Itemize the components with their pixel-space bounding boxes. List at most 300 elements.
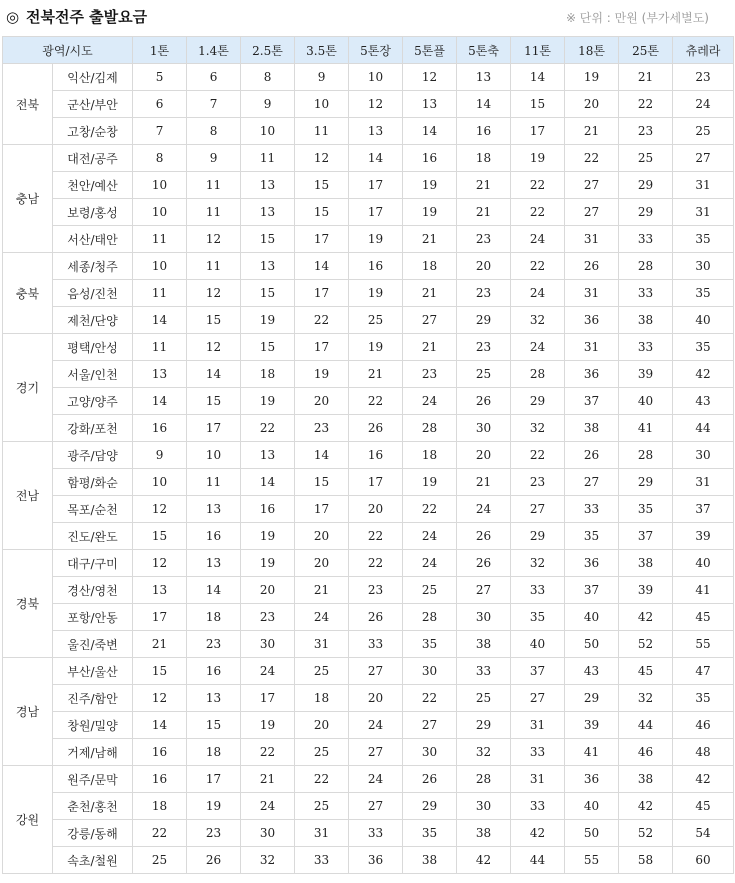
city-cell: 고양/양주 xyxy=(53,388,133,415)
table-row xyxy=(3,253,734,280)
fare-cell: 27 xyxy=(403,307,457,334)
fare-cell: 12 xyxy=(133,550,187,577)
fare-cell: 23 xyxy=(619,118,673,145)
fare-cell: 20 xyxy=(295,388,349,415)
fare-cell: 36 xyxy=(565,766,619,793)
fare-cell: 21 xyxy=(295,577,349,604)
fare-cell: 40 xyxy=(565,604,619,631)
fare-cell: 14 xyxy=(133,388,187,415)
fare-cell: 28 xyxy=(457,766,511,793)
city-cell: 함평/화순 xyxy=(53,469,133,496)
fare-cell: 8 xyxy=(187,118,241,145)
fare-cell: 32 xyxy=(511,307,565,334)
fare-cell: 11 xyxy=(241,145,295,172)
page-title-text: 전북전주 출발요금 xyxy=(26,8,148,26)
fare-cell: 27 xyxy=(673,145,734,172)
fare-cell: 21 xyxy=(619,64,673,91)
fare-cell: 22 xyxy=(295,766,349,793)
fare-cell: 24 xyxy=(241,658,295,685)
fare-cell: 14 xyxy=(457,91,511,118)
fare-cell: 28 xyxy=(511,361,565,388)
table-row xyxy=(3,334,734,361)
fare-cell: 8 xyxy=(133,145,187,172)
fare-cell: 22 xyxy=(403,685,457,712)
table-row xyxy=(3,577,734,604)
fare-cell: 37 xyxy=(619,523,673,550)
city-cell: 천안/예산 xyxy=(53,172,133,199)
fare-cell: 46 xyxy=(619,739,673,766)
fare-cell: 36 xyxy=(349,847,403,874)
fare-cell: 39 xyxy=(619,361,673,388)
fare-cell: 15 xyxy=(295,172,349,199)
fare-cell: 23 xyxy=(511,469,565,496)
fare-cell: 30 xyxy=(457,415,511,442)
city-cell: 창원/밀양 xyxy=(53,712,133,739)
fare-cell: 24 xyxy=(349,766,403,793)
fare-cell: 30 xyxy=(403,658,457,685)
fare-cell: 27 xyxy=(457,577,511,604)
column-header-region: 광역/시도 xyxy=(3,37,133,64)
table-row xyxy=(3,523,734,550)
fare-cell: 38 xyxy=(619,307,673,334)
fare-cell: 19 xyxy=(241,712,295,739)
city-cell: 거제/남해 xyxy=(53,739,133,766)
fare-cell: 16 xyxy=(349,253,403,280)
fare-cell: 31 xyxy=(511,712,565,739)
fare-cell: 17 xyxy=(295,226,349,253)
column-header: 3.5톤 xyxy=(295,37,349,64)
fare-cell: 19 xyxy=(403,172,457,199)
fare-cell: 14 xyxy=(295,253,349,280)
fare-cell: 31 xyxy=(565,280,619,307)
column-header: 5톤축 xyxy=(457,37,511,64)
fare-cell: 10 xyxy=(349,64,403,91)
city-cell: 세종/청주 xyxy=(53,253,133,280)
fare-cell: 26 xyxy=(457,523,511,550)
fare-cell: 31 xyxy=(565,334,619,361)
fare-cell: 21 xyxy=(457,469,511,496)
fare-cell: 29 xyxy=(403,793,457,820)
fare-cell: 15 xyxy=(187,712,241,739)
fare-cell: 20 xyxy=(295,523,349,550)
fare-cell: 16 xyxy=(133,739,187,766)
fare-cell: 11 xyxy=(133,226,187,253)
fare-cell: 21 xyxy=(349,361,403,388)
city-cell: 부산/울산 xyxy=(53,658,133,685)
table-row xyxy=(3,199,734,226)
fare-cell: 24 xyxy=(403,388,457,415)
table-row xyxy=(3,766,734,793)
column-header: 25톤 xyxy=(619,37,673,64)
fare-cell: 21 xyxy=(457,199,511,226)
fare-cell: 9 xyxy=(187,145,241,172)
city-cell: 울진/죽변 xyxy=(53,631,133,658)
fare-cell: 22 xyxy=(133,820,187,847)
fare-cell: 47 xyxy=(673,658,734,685)
city-cell: 고창/순창 xyxy=(53,118,133,145)
fare-cell: 31 xyxy=(673,172,734,199)
fare-cell: 42 xyxy=(619,793,673,820)
fare-cell: 30 xyxy=(673,253,734,280)
region-cell: 전북 xyxy=(3,64,53,145)
page-title xyxy=(6,6,147,27)
city-cell: 원주/문막 xyxy=(53,766,133,793)
fare-cell: 22 xyxy=(511,253,565,280)
fare-cell: 33 xyxy=(295,847,349,874)
region-cell: 충남 xyxy=(3,145,53,253)
fare-cell: 6 xyxy=(187,64,241,91)
fare-cell: 14 xyxy=(133,307,187,334)
fare-cell: 23 xyxy=(187,631,241,658)
fare-cell: 16 xyxy=(241,496,295,523)
fare-cell: 29 xyxy=(511,523,565,550)
city-cell: 진도/완도 xyxy=(53,523,133,550)
fare-cell: 35 xyxy=(673,226,734,253)
fare-cell: 40 xyxy=(565,793,619,820)
fare-cell: 58 xyxy=(619,847,673,874)
fare-cell: 18 xyxy=(187,739,241,766)
fare-cell: 15 xyxy=(295,199,349,226)
fare-cell: 23 xyxy=(673,64,734,91)
fare-cell: 19 xyxy=(511,145,565,172)
fare-cell: 27 xyxy=(565,172,619,199)
fare-cell: 10 xyxy=(295,91,349,118)
fare-cell: 15 xyxy=(133,523,187,550)
fare-cell: 27 xyxy=(349,658,403,685)
fare-cell: 31 xyxy=(565,226,619,253)
fare-cell: 25 xyxy=(349,307,403,334)
city-cell: 강릉/동해 xyxy=(53,820,133,847)
table-row xyxy=(3,820,734,847)
fare-cell: 31 xyxy=(295,631,349,658)
table-row xyxy=(3,64,734,91)
fare-cell: 9 xyxy=(133,442,187,469)
table-row xyxy=(3,361,734,388)
fare-cell: 35 xyxy=(565,523,619,550)
fare-cell: 29 xyxy=(457,712,511,739)
fare-cell: 24 xyxy=(349,712,403,739)
fare-cell: 12 xyxy=(133,496,187,523)
fare-cell: 32 xyxy=(619,685,673,712)
fare-cell: 54 xyxy=(673,820,734,847)
city-cell: 춘천/홍천 xyxy=(53,793,133,820)
fare-cell: 10 xyxy=(133,199,187,226)
fare-cell: 14 xyxy=(295,442,349,469)
fare-cell: 20 xyxy=(295,712,349,739)
fare-cell: 46 xyxy=(673,712,734,739)
table-row xyxy=(3,442,734,469)
fare-cell: 12 xyxy=(295,145,349,172)
fare-cell: 26 xyxy=(565,442,619,469)
fare-cell: 31 xyxy=(295,820,349,847)
fare-cell: 12 xyxy=(187,280,241,307)
fare-cell: 55 xyxy=(673,631,734,658)
fare-cell: 11 xyxy=(133,334,187,361)
fare-cell: 15 xyxy=(241,280,295,307)
fare-cell: 32 xyxy=(511,415,565,442)
fare-cell: 18 xyxy=(133,793,187,820)
column-header: 1.4톤 xyxy=(187,37,241,64)
fare-cell: 36 xyxy=(565,307,619,334)
fare-cell: 17 xyxy=(349,469,403,496)
fare-cell: 11 xyxy=(187,172,241,199)
fare-cell: 25 xyxy=(619,145,673,172)
table-row xyxy=(3,847,734,874)
fare-cell: 14 xyxy=(349,145,403,172)
fare-cell: 8 xyxy=(241,64,295,91)
fare-cell: 37 xyxy=(673,496,734,523)
fare-cell: 27 xyxy=(349,739,403,766)
table-row xyxy=(3,685,734,712)
fare-cell: 18 xyxy=(187,604,241,631)
fare-cell: 5 xyxy=(133,64,187,91)
fare-cell: 7 xyxy=(133,118,187,145)
fare-cell: 33 xyxy=(619,280,673,307)
fare-cell: 22 xyxy=(349,523,403,550)
fare-cell: 23 xyxy=(241,604,295,631)
fare-cell: 25 xyxy=(457,685,511,712)
fare-cell: 24 xyxy=(511,226,565,253)
fare-cell: 13 xyxy=(187,685,241,712)
region-cell: 전남 xyxy=(3,442,53,550)
fare-cell: 41 xyxy=(565,739,619,766)
table-row xyxy=(3,712,734,739)
fare-cell: 35 xyxy=(403,820,457,847)
fare-cell: 35 xyxy=(403,631,457,658)
fare-cell: 33 xyxy=(511,739,565,766)
city-cell: 대전/공주 xyxy=(53,145,133,172)
fare-cell: 19 xyxy=(565,64,619,91)
fare-cell: 17 xyxy=(349,172,403,199)
fare-cell: 37 xyxy=(565,388,619,415)
fare-cell: 35 xyxy=(619,496,673,523)
column-header: 5톤플 xyxy=(403,37,457,64)
table-row xyxy=(3,415,734,442)
fare-cell: 14 xyxy=(133,712,187,739)
fare-cell: 20 xyxy=(565,91,619,118)
fare-cell: 15 xyxy=(295,469,349,496)
fare-cell: 17 xyxy=(295,496,349,523)
fare-cell: 14 xyxy=(511,64,565,91)
column-header: 1톤 xyxy=(133,37,187,64)
fare-cell: 33 xyxy=(457,658,511,685)
table-row xyxy=(3,226,734,253)
fare-cell: 26 xyxy=(349,415,403,442)
fare-cell: 24 xyxy=(673,91,734,118)
fare-cell: 39 xyxy=(565,712,619,739)
fare-cell: 27 xyxy=(511,496,565,523)
fare-cell: 38 xyxy=(403,847,457,874)
fare-cell: 60 xyxy=(673,847,734,874)
fare-cell: 38 xyxy=(565,415,619,442)
fare-cell: 32 xyxy=(457,739,511,766)
fare-cell: 43 xyxy=(565,658,619,685)
fare-cell: 33 xyxy=(349,820,403,847)
city-cell: 평택/안성 xyxy=(53,334,133,361)
fare-cell: 43 xyxy=(673,388,734,415)
fare-cell: 15 xyxy=(133,658,187,685)
table-row xyxy=(3,604,734,631)
fare-cell: 13 xyxy=(241,172,295,199)
fare-cell: 26 xyxy=(349,604,403,631)
table-row xyxy=(3,118,734,145)
fare-cell: 13 xyxy=(403,91,457,118)
fare-cell: 30 xyxy=(241,631,295,658)
column-header: 5톤장 xyxy=(349,37,403,64)
fare-cell: 18 xyxy=(457,145,511,172)
fare-cell: 35 xyxy=(511,604,565,631)
fare-cell: 19 xyxy=(403,469,457,496)
table-header-row xyxy=(3,37,734,64)
fare-cell: 33 xyxy=(511,577,565,604)
fare-cell: 11 xyxy=(133,280,187,307)
fare-cell: 9 xyxy=(295,64,349,91)
fare-cell: 45 xyxy=(673,604,734,631)
fare-cell: 23 xyxy=(187,820,241,847)
table-row xyxy=(3,469,734,496)
fare-cell: 20 xyxy=(241,577,295,604)
fare-cell: 22 xyxy=(349,550,403,577)
fare-cell: 25 xyxy=(457,361,511,388)
fare-cell: 22 xyxy=(349,388,403,415)
fare-cell: 13 xyxy=(457,64,511,91)
fare-cell: 22 xyxy=(511,172,565,199)
fare-cell: 15 xyxy=(187,307,241,334)
table-row xyxy=(3,550,734,577)
fare-cell: 10 xyxy=(133,253,187,280)
fare-cell: 22 xyxy=(565,145,619,172)
city-cell: 속초/철원 xyxy=(53,847,133,874)
table-row xyxy=(3,658,734,685)
fare-cell: 25 xyxy=(403,577,457,604)
fare-cell: 16 xyxy=(457,118,511,145)
fare-cell: 28 xyxy=(619,442,673,469)
fare-cell: 12 xyxy=(403,64,457,91)
fare-cell: 11 xyxy=(187,253,241,280)
fare-cell: 29 xyxy=(619,199,673,226)
table-row xyxy=(3,793,734,820)
fare-cell: 21 xyxy=(457,172,511,199)
fare-cell: 42 xyxy=(673,361,734,388)
fare-cell: 38 xyxy=(619,766,673,793)
fare-cell: 41 xyxy=(619,415,673,442)
page-header xyxy=(0,0,735,34)
fare-cell: 27 xyxy=(349,793,403,820)
fare-cell: 21 xyxy=(565,118,619,145)
fare-cell: 37 xyxy=(565,577,619,604)
fare-cell: 14 xyxy=(187,577,241,604)
fare-cell: 35 xyxy=(673,334,734,361)
fare-cell: 18 xyxy=(403,442,457,469)
unit-note: ※ 단위 : 만원 (부가세별도) xyxy=(565,11,709,25)
fare-cell: 28 xyxy=(619,253,673,280)
fare-cell: 12 xyxy=(133,685,187,712)
fare-cell: 42 xyxy=(457,847,511,874)
fare-cell: 17 xyxy=(241,685,295,712)
city-cell: 서산/태안 xyxy=(53,226,133,253)
fare-cell: 29 xyxy=(619,469,673,496)
fare-cell: 30 xyxy=(241,820,295,847)
fare-cell: 40 xyxy=(673,550,734,577)
fare-cell: 12 xyxy=(187,226,241,253)
fare-cell: 14 xyxy=(241,469,295,496)
fare-cell: 13 xyxy=(241,253,295,280)
fare-cell: 40 xyxy=(673,307,734,334)
fare-cell: 33 xyxy=(619,226,673,253)
fare-cell: 21 xyxy=(403,334,457,361)
fare-cell: 52 xyxy=(619,820,673,847)
fare-cell: 19 xyxy=(349,280,403,307)
fare-cell: 19 xyxy=(241,523,295,550)
fare-cell: 15 xyxy=(241,226,295,253)
fare-cell: 26 xyxy=(403,766,457,793)
region-cell: 강원 xyxy=(3,766,53,874)
table-row xyxy=(3,91,734,118)
fare-cell: 27 xyxy=(565,199,619,226)
fare-cell: 13 xyxy=(349,118,403,145)
fare-cell: 30 xyxy=(457,604,511,631)
fare-cell: 26 xyxy=(457,550,511,577)
city-cell: 음성/진천 xyxy=(53,280,133,307)
fare-cell: 18 xyxy=(403,253,457,280)
fare-cell: 22 xyxy=(619,91,673,118)
fare-cell: 42 xyxy=(673,766,734,793)
fare-cell: 13 xyxy=(241,442,295,469)
fare-cell: 24 xyxy=(295,604,349,631)
fare-cell: 19 xyxy=(349,226,403,253)
fare-cell: 26 xyxy=(565,253,619,280)
fare-cell: 25 xyxy=(295,658,349,685)
fare-cell: 13 xyxy=(241,199,295,226)
city-cell: 보령/홍성 xyxy=(53,199,133,226)
fare-cell: 48 xyxy=(673,739,734,766)
fare-cell: 22 xyxy=(241,415,295,442)
fare-cell: 25 xyxy=(133,847,187,874)
fare-cell: 31 xyxy=(673,199,734,226)
fare-cell: 50 xyxy=(565,820,619,847)
fare-cell: 32 xyxy=(511,550,565,577)
fare-cell: 10 xyxy=(241,118,295,145)
fare-cell: 25 xyxy=(673,118,734,145)
city-cell: 진주/함안 xyxy=(53,685,133,712)
fare-cell: 21 xyxy=(241,766,295,793)
fare-cell: 23 xyxy=(295,415,349,442)
fare-cell: 16 xyxy=(187,658,241,685)
fare-cell: 40 xyxy=(511,631,565,658)
city-cell: 광주/담양 xyxy=(53,442,133,469)
fare-cell: 21 xyxy=(133,631,187,658)
city-cell: 서울/인천 xyxy=(53,361,133,388)
fare-cell: 32 xyxy=(241,847,295,874)
fare-cell: 18 xyxy=(241,361,295,388)
fare-cell: 14 xyxy=(403,118,457,145)
fare-cell: 13 xyxy=(187,496,241,523)
fare-cell: 29 xyxy=(565,685,619,712)
fare-cell: 11 xyxy=(295,118,349,145)
fare-cell: 16 xyxy=(187,523,241,550)
fare-cell: 24 xyxy=(511,280,565,307)
fare-cell: 33 xyxy=(349,631,403,658)
fare-cell: 27 xyxy=(403,712,457,739)
fare-cell: 35 xyxy=(673,685,734,712)
fare-cell: 6 xyxy=(133,91,187,118)
fare-cell: 55 xyxy=(565,847,619,874)
fare-cell: 23 xyxy=(349,577,403,604)
table-row xyxy=(3,280,734,307)
table-row xyxy=(3,145,734,172)
fare-cell: 10 xyxy=(133,469,187,496)
fare-cell: 13 xyxy=(187,550,241,577)
